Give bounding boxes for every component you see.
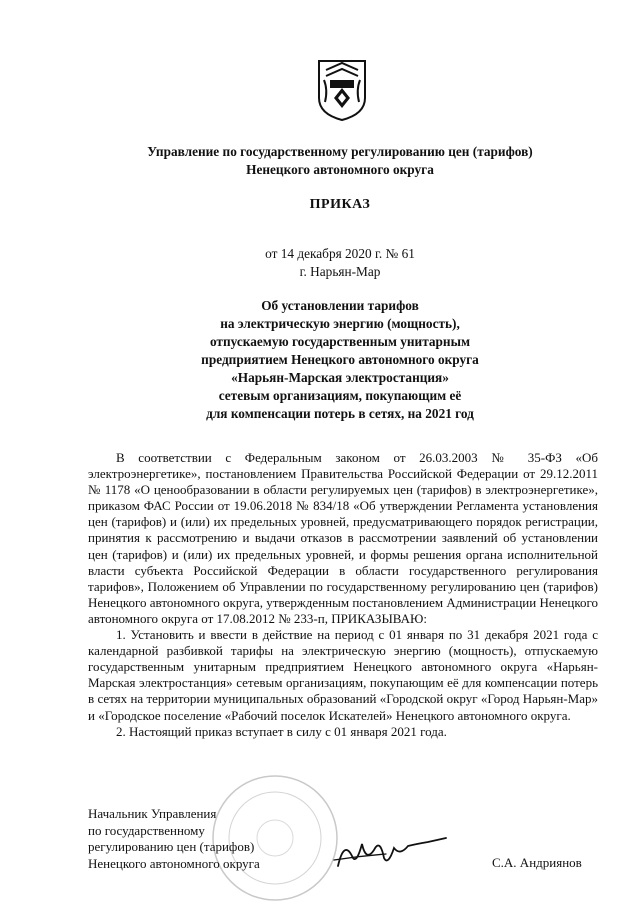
handwritten-signature bbox=[330, 826, 450, 876]
position-line: по государственному bbox=[88, 822, 205, 838]
preamble-paragraph: В соответствии с Федеральным законом от 26.03.2003 № 35-ФЗ «Об электроэнергетике», постановлением Правительства Российской Федерации от 29.12.2011 № 1178 «О ценообразовании в области регулируемых цен (тарифов) в электроэнергетике», приказом ФАС России от 19.06.2018 № 834/18 «Об утверждении Регламента установления цен (тарифов) и (или) их предельных уровней, предусматривающего порядок регистрации, принятия к рассмотрению и выдачи отказов в рассмотрении заявлений об установлении цен (тарифов) и (или) их предельных уровней, и формы решения органа исполнительной власти субъекта Российской Федерации в области государственного регулирования тарифов», Положением об Управлении по государственному регулированию цен (тарифов) Ненецкого автономного округа, утвержденным постановлением Администрации Ненецкого автономного округа от 17.08.2012 № 233-п, ПРИКАЗЫВАЮ: bbox=[88, 450, 598, 626]
order-title: ПРИКАЗ bbox=[309, 197, 371, 212]
subject-line: сетевым организациям, покупающим её bbox=[218, 388, 462, 403]
signatory-name: С.А. Андриянов bbox=[492, 855, 582, 870]
signatory-position bbox=[88, 806, 260, 872]
organization-name bbox=[60, 143, 620, 179]
order-item-2: 2. Настоящий приказ вступает в силу с 01 января 2021 года. bbox=[116, 723, 447, 739]
order-date-block bbox=[60, 245, 620, 281]
subject-line: предприятием Ненецкого автономного округа bbox=[201, 352, 479, 367]
position-line: регулированию цен (тарифов) bbox=[88, 839, 255, 854]
coat-of-arms-emblem bbox=[316, 58, 368, 122]
order-item-1: 1. Установить и ввести в действие на период с 01 января по 31 декабря 2021 года с календарной разбивкой тарифы на электрическую энергию (мощность), отпускаемую государственным унитарным предприятием Ненецкого автономного округа «Нарьян-Марская электростанция» сетевым организациям, покупающим её для компенсации потерь в сетях на территории муниципальных образований «Городской округ «Город Нарьян-Мар» и «Городское поселение «Рабочий поселок Искателей» Ненецкого автономного округа. bbox=[88, 627, 598, 723]
subject-line: для компенсации потерь в сетях, на 2021 год bbox=[206, 406, 474, 421]
position-line: Начальник Управления bbox=[88, 806, 217, 821]
order-date: от 14 декабря 2020 г. № 61 bbox=[265, 246, 415, 261]
org-line-1: Управление по государственному регулированию цен (тарифов) bbox=[147, 144, 533, 159]
org-line-2: Ненецкого автономного округа bbox=[246, 162, 434, 177]
subject-line: отпускаемую государственным унитарным bbox=[209, 334, 471, 349]
order-place: г. Нарьян-Мар bbox=[299, 264, 381, 279]
order-body bbox=[88, 450, 598, 740]
subject-line: на электрическую энергию (мощность), bbox=[220, 316, 460, 331]
subject-line: Об установлении тарифов bbox=[261, 298, 419, 313]
position-line: Ненецкого автономного округа bbox=[88, 855, 260, 871]
order-subject bbox=[60, 297, 620, 423]
subject-line: «Нарьян-Марская электростанция» bbox=[231, 370, 449, 385]
